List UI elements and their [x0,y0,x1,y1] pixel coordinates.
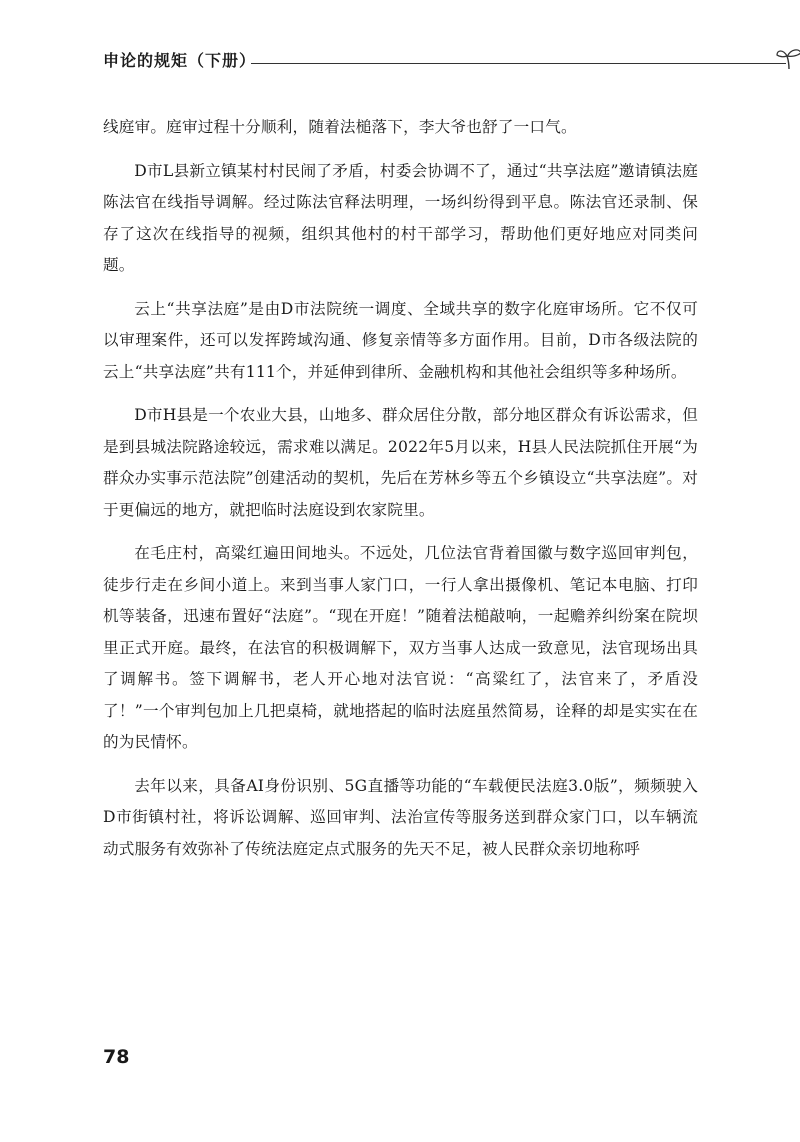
book-title: 申论的规矩（下册） [103,51,257,70]
paragraph-5: 在毛庄村，高粱红遍田间地头。不远处，几位法官背着国徽与数字巡回审判包，徒步行走在乡间小道上。来到当事人家门口，一行人拿出摄像机、笔记本电脑、打印机等装备，迅速布置好“法庭”。“现在开庭！”随着法槌敲响，一起赡养纠纷案在院坝里正式开庭。最终，在法官的积极调解下，双方当事人达成一致意见，法官现场出具了调解书。签下调解书，老人开心地对法官说：“高粱红了，法官来了，矛盾没了！”一个审判包加上几把桌椅，就地搭起的临时法庭虽然简易，诠释的却是实实在在的为民情怀。 [103,544,698,751]
body-text [103,112,698,865]
sprout-icon [775,46,800,70]
page-number: 78 [103,1046,130,1068]
paragraph-6: 去年以来，具备AI身份识别、5G直播等功能的“车载便民法庭3.0版”，频频驶入D市街镇村社，将诉讼调解、巡回审判、法治宣传等服务送到群众家门口，以车辆流动式服务有效弥补了传统法庭定点式服务的先天不足，被人民群众亲切地称呼 [103,776,698,858]
header-rule [251,63,786,64]
running-header [103,46,703,76]
paragraph-2: D市L县新立镇某村村民闹了矛盾，村委会协调不了，通过“共享法庭”邀请镇法庭陈法官在线指导调解。经过陈法官释法明理，一场纠纷得到平息。陈法官还录制、保存了这次在线指导的视频，组织其他村的村干部学习，帮助他们更好地应对同类问题。 [103,161,698,274]
paragraph-1: 线庭审。庭审过程十分顺利，随着法槌落下，李大爷也舒了一口气。 [103,118,577,136]
paragraph-3: 云上“共享法庭”是由D市法院统一调度、全域共享的数字化庭审场所。它不仅可以审理案件，还可以发挥跨域沟通、修复亲情等多方面作用。目前，D市各级法院的云上“共享法庭”共有111个，并延伸到律所、金融机构和其他社会组织等多种场所。 [103,299,698,381]
paragraph-4: D市H县是一个农业大县，山地多、群众居住分散，部分地区群众有诉讼需求，但是到县城法院路途较远，需求难以满足。2022年5月以来，H县人民法院抓住开展“为群众办实事示范法院”创建活动的契机，先后在芳林乡等五个乡镇设立“共享法庭”。对于更偏远的地方，就把临时法庭设到农家院里。 [103,406,698,519]
